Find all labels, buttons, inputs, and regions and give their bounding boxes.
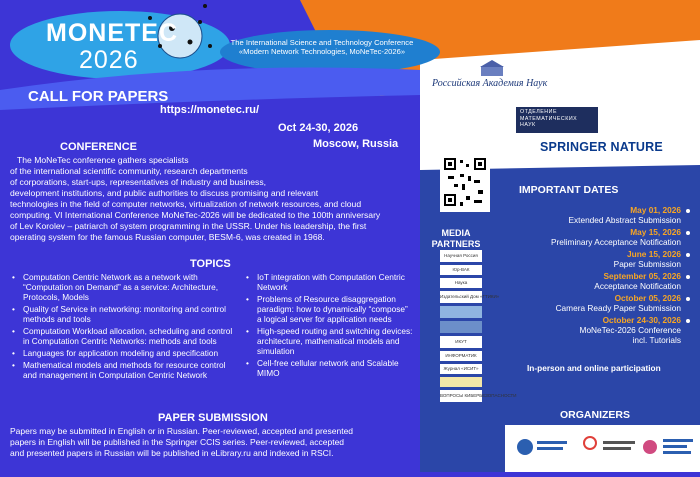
participation-mode: In-person and online participation (527, 363, 661, 373)
conference-description: The MoNeTec conference gathers specialists of the international scientific community, research departments of corporations, start-ups, representatives of industry and business, development institutions, and public authorities to discuss promising and relevant technologies in the field of computer networks, virtualization of network resources, and cloud computing. VI International Conference MoNeTec-2026 will be dedicated to the 100th anniversary of Lev Korolev – patriarch of system programming in the USSR. Under his leadership, the first operating system for the famous Russian computer, BESM-6, was created in 1968. (10, 155, 381, 242)
date-item: October 24-30, 2026 MoNeTec-2026 Conference incl. Tutorials (495, 315, 690, 345)
media-logo: ВОПРОСЫ КИБЕРБЕЗОПАСНОСТИ (440, 390, 482, 402)
monetec-logo (46, 20, 178, 74)
bullet-icon (686, 209, 690, 213)
springer-nature-logo: SPRINGER NATURE (540, 140, 663, 154)
media-logo: ИНФОРМАТИК (440, 351, 482, 361)
paper-submission-heading: PAPER SUBMISSION (158, 412, 268, 424)
call-for-papers-heading: CALL FOR PAPERS (28, 88, 169, 105)
topic-item: • Quality of Service in networking: monitoring and control methods and tools (12, 304, 240, 324)
ran-emblem-icon (478, 60, 506, 78)
date-item: October 05, 2026 Camera Ready Paper Submission (495, 293, 690, 313)
bullet-icon (686, 297, 690, 301)
date-item: September 05, 2026 Acceptance Notification (495, 271, 690, 291)
omn-logo: ОТДЕЛЕНИЕ МАТЕМАТИЧЕСКИХ НАУК (516, 107, 598, 133)
topic-item: • Computation Workload allocation, scheduling and control in Computation Centric Networks: methods and tools (12, 326, 240, 346)
media-logo (440, 306, 482, 318)
conference-url[interactable]: https://monetec.ru/ (160, 104, 260, 116)
media-partners-heading: MEDIA PARTNERS (431, 228, 481, 249)
topic-item: • IoT integration with Computation Centric Network (246, 272, 414, 292)
media-logo: ИКУТ (440, 336, 482, 348)
date-item: June 15, 2026 Paper Submission (495, 249, 690, 269)
media-logo (440, 321, 482, 333)
date-item: May 15, 2026 Preliminary Acceptance Notification (495, 227, 690, 247)
date-item: May 01, 2026 Extended Abstract Submission (495, 205, 690, 225)
media-logo: Научная Россия (440, 250, 482, 262)
topic-item: • Cell-free cellular network and Scalable MIMO (246, 358, 414, 378)
important-dates-heading: IMPORTANT DATES (519, 184, 619, 196)
topic-item: • Computation Centric Network as a network with “Computation on Demand” as a service: Architecture, Protocols, Models (12, 272, 240, 302)
conference-place: Moscow, Russia (313, 138, 399, 150)
important-dates-list (495, 205, 690, 347)
logo-year: 2026 (79, 46, 139, 74)
topics-list-left (12, 272, 240, 382)
media-logo: Наука (440, 278, 482, 288)
topic-item: • Languages for application modeling and specification (12, 348, 240, 358)
bullet-icon (686, 253, 690, 257)
media-logo: Юр-ВАК (440, 265, 482, 275)
conference-full-title: The International Science and Technology Conference «Modern Network Technologies, MoNeTec-2026» (230, 38, 414, 56)
ran-logo: Российская Академия Наук (432, 78, 548, 89)
topics-heading: TOPICS (190, 258, 231, 270)
topic-item: • High-speed routing and switching devices: architecture, mathematical models and simulation (246, 326, 414, 356)
logo-title: MONETEC (46, 19, 178, 47)
bullet-icon (686, 275, 690, 279)
media-partner-logos (440, 250, 517, 405)
conference-dates: Oct 24-30, 2026 (278, 122, 359, 134)
media-logo: Журнал «ИСИТ» (440, 364, 482, 374)
bullet-icon (686, 231, 690, 235)
paper-submission-text: Papers may be submitted in English or in Russian. Peer-reviewed, accepted and presented papers in English will be published in the Springer CCIS series. Peer-reviewed, accepted and presented papers in Russian will be published in eLibrary.ru and indexed in RSCI. (10, 426, 354, 459)
bullet-icon (686, 319, 690, 323)
qr-code-icon[interactable] (440, 154, 490, 212)
conference-heading: CONFERENCE (60, 141, 138, 153)
topic-item: • Mathematical models and methods for resource control and management in Computation Centric Network (12, 360, 240, 380)
organizers-logos (505, 425, 700, 472)
organizers-heading: ORGANIZERS (560, 409, 631, 421)
topics-list-right (246, 272, 414, 380)
topic-item: • Problems of Resource disaggregation paradigm: how to dynamically “compose” a logical server for application needs (246, 294, 414, 324)
media-logo (440, 377, 482, 387)
media-logo: Издательский Дом «ГТИКИ» (440, 291, 482, 303)
